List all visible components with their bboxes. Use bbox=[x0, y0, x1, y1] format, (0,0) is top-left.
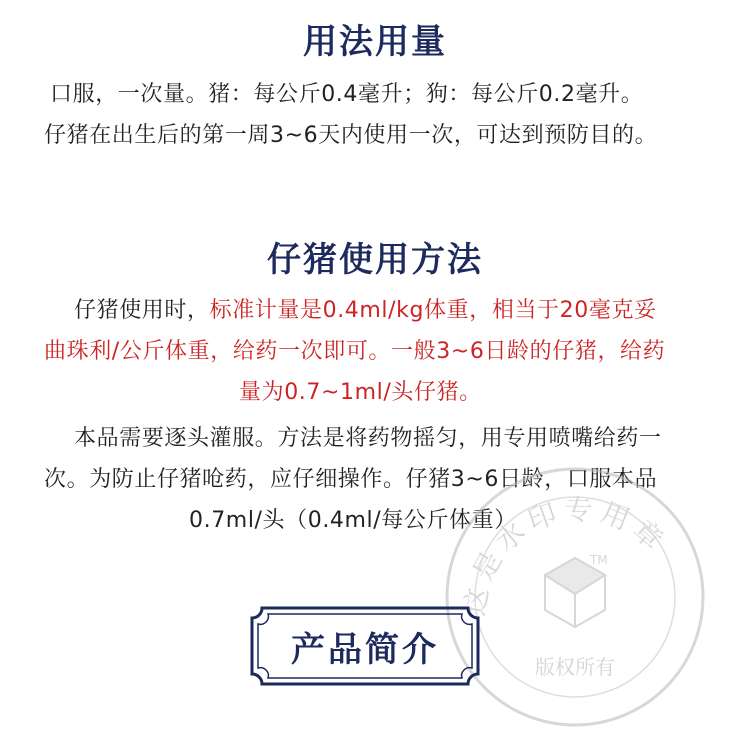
piglet-dose-highlight-1: 标准计量是0.4ml/kg体重，相当于20毫克妥 bbox=[209, 298, 657, 323]
piglet-dose-highlight-3: 量为0.7~1ml/头仔猪。 bbox=[239, 380, 482, 405]
usage-heading: 用法用量 bbox=[303, 22, 447, 62]
watermark-stamp bbox=[440, 462, 710, 732]
product-intro-button[interactable] bbox=[248, 604, 482, 688]
piglet-para1-line-1 bbox=[74, 296, 657, 326]
piglet-para2-line-3: 0.7ml/头（0.4ml/每公斤体重） bbox=[189, 508, 517, 533]
svg-text:这是水印专用章 bbox=[458, 493, 674, 618]
product-intro-label: 产品简介 bbox=[291, 629, 439, 670]
piglet-dose-highlight-2: 曲珠利/公斤体重，给药一次即可。一般3~6日龄的仔猪，给药 bbox=[44, 339, 666, 364]
usage-line-2: 仔猪在出生后的第一周3~6天内使用一次，可达到预防目的。 bbox=[44, 123, 658, 148]
piglet-para2-line-1: 本品需要逐头灌服。方法是将药物摇匀，用专用喷嘴给药一 bbox=[74, 426, 662, 451]
watermark-seal-icon bbox=[440, 462, 710, 732]
watermark-ring-text: 这是水印专用章 bbox=[457, 493, 674, 618]
piglet-para2-line-2: 次。为防止仔猪呛药，应仔细操作。仔猪3~6日龄，口服本品 bbox=[44, 467, 658, 492]
usage-line-1: 口服，一次量。猪：每公斤0.4毫升；狗：每公斤0.2毫升。 bbox=[50, 82, 644, 107]
watermark-tm: TM bbox=[590, 553, 608, 567]
piglet-para1-prefix: 仔猪使用时， bbox=[74, 298, 210, 323]
piglet-method-heading: 仔猪使用方法 bbox=[267, 240, 483, 280]
watermark-bottom-text: 版权所有 bbox=[535, 655, 615, 679]
